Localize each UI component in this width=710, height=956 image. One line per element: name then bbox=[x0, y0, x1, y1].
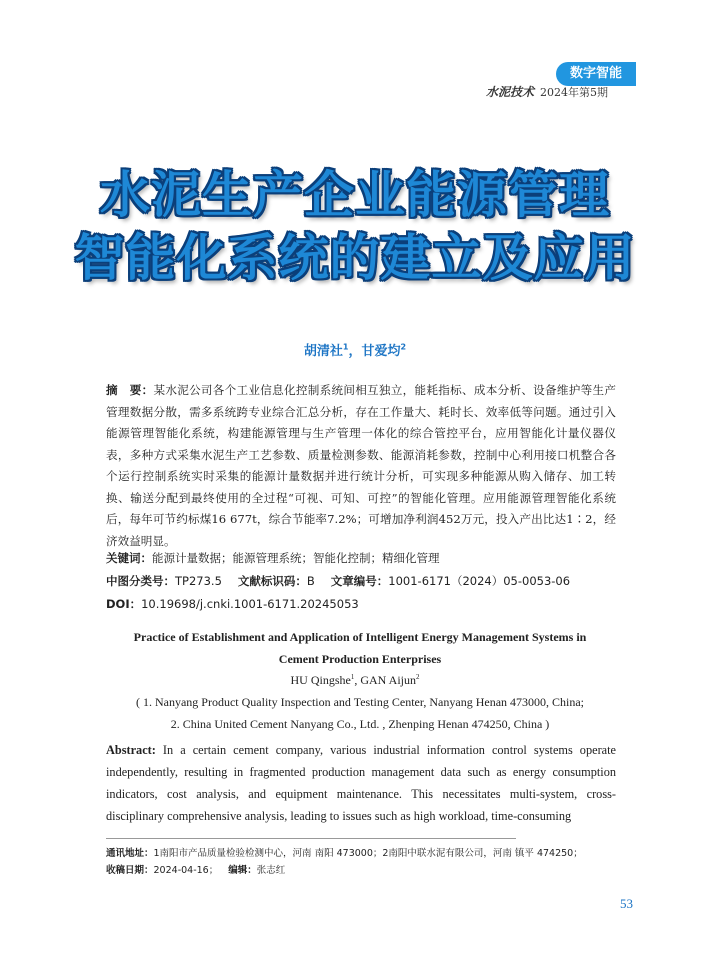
received-date-label: 收稿日期： bbox=[106, 865, 154, 876]
page-number: 53 bbox=[620, 896, 633, 911]
clc-label: 中图分类号： bbox=[106, 574, 175, 588]
classification-line bbox=[106, 573, 570, 589]
english-title-line-2: Cement Production Enterprises bbox=[278, 652, 442, 666]
footnote-divider bbox=[106, 838, 516, 839]
abstract-label: 摘 要： bbox=[106, 383, 154, 397]
editor-label: 编辑： bbox=[228, 865, 257, 876]
english-title-line-1: Practice of Establishment and Application of Intelligent Energy Management Systems in bbox=[133, 630, 587, 644]
doc-code-label: 文献标识码： bbox=[237, 574, 307, 588]
journal-header bbox=[486, 83, 608, 100]
address-text: 1南阳市产品质量检验检测中心，河南 南阳 473000；2南阳中联水泥有限公司，河南 镇平 474250； bbox=[153, 848, 583, 859]
author-2-affiliation-mark: 2 bbox=[400, 342, 407, 352]
english-affiliation-2: 2. China United Cement Nanyang Co., Ltd. , Zhenping Henan 474250, China ) bbox=[170, 717, 550, 731]
keywords-label: 关键词： bbox=[106, 551, 152, 565]
english-affiliation-1: ( 1. Nanyang Product Quality Inspection and Testing Center, Nanyang Henan 473000, China; bbox=[135, 695, 585, 709]
address-label: 通讯地址： bbox=[106, 848, 154, 859]
doi-label: DOI： bbox=[106, 597, 142, 611]
received-date-value: 2024-04-16； bbox=[153, 865, 219, 876]
journal-issue: 2024年第5期 bbox=[540, 86, 609, 99]
english-author-2-mark: 2 bbox=[416, 673, 420, 681]
english-author-2: GAN Aijun bbox=[360, 673, 416, 687]
doi-line bbox=[106, 596, 359, 612]
english-author-line bbox=[0, 673, 710, 688]
editor-name: 张志红 bbox=[256, 865, 286, 876]
article-title-line-1: 水泥生产企业能源管理 bbox=[100, 166, 610, 224]
author-2: 甘爱均 bbox=[361, 344, 401, 359]
author-1: 胡清社 bbox=[303, 344, 343, 359]
journal-name: 水泥技术 bbox=[486, 85, 535, 99]
english-title bbox=[100, 626, 620, 670]
english-author-1: HU Qingshe bbox=[290, 673, 351, 687]
keywords-line bbox=[106, 550, 440, 566]
chinese-abstract bbox=[106, 380, 616, 552]
english-author-separator: , bbox=[354, 673, 361, 687]
article-number-label: 文章编号： bbox=[330, 574, 389, 588]
keywords-text: 能源计量数据；能源管理系统；智能化控制；精细化管理 bbox=[152, 551, 440, 565]
english-abstract bbox=[106, 739, 616, 827]
author-1-affiliation-mark: 1 bbox=[342, 342, 349, 352]
section-badge: 数字智能 bbox=[556, 62, 636, 86]
english-abstract-label: Abstract: bbox=[106, 743, 156, 757]
doc-code-value: B bbox=[306, 574, 315, 588]
footnote-address bbox=[106, 845, 583, 859]
clc-value: TP273.5 bbox=[175, 574, 222, 588]
english-abstract-text: In a certain cement company, various industrial information control systems operate independently, resulting in fragmented production management data such as energy consumption indicators, cost analysis, and equipment maintenance. This necessitates multi-system, cross-disciplinary comprehensive analysis, leading to issues such as high workload, time-consuming bbox=[106, 743, 616, 823]
footnote-received bbox=[106, 862, 285, 876]
abstract-text: 某水泥公司各个工业信息化控制系统间相互独立，能耗指标、成本分析、设备维护等生产管理数据分散，需多系统跨专业综合汇总分析，存在工作量大、耗时长、效率低等问题。通过引入能源管理智能化系统，构建能源管理与生产管理一体化的综合管控平台，应用智能化计量仪器仪表，多种方式采集水泥生产工艺参数、质量检测参数、能源消耗参数，控制中心利用接口机整合各个运行控制系统实时采集的能源计量数据并进行统计分析，可实现多种能源从购入储存、加工转换、输送分配到最终使用的全过程“可视、可知、可控”的智能化管理。应用能源管理智能化系统后，每年可节约标煤16 677t，综合节能率7.2%；可增加净利润452万元，投入产出比达1∶2，经济效益明显。 bbox=[106, 383, 616, 548]
author-separator: ， bbox=[348, 344, 362, 359]
article-number-value: 1001-6171（2024）05-0053-06 bbox=[388, 574, 571, 588]
doi-value: 10.19698/j.cnki.1001-6171.20245053 bbox=[141, 597, 359, 611]
english-author-1-mark: 1 bbox=[350, 673, 355, 681]
article-title-line-2: 智能化系统的建立及应用 bbox=[74, 229, 636, 287]
author-line bbox=[0, 340, 710, 359]
